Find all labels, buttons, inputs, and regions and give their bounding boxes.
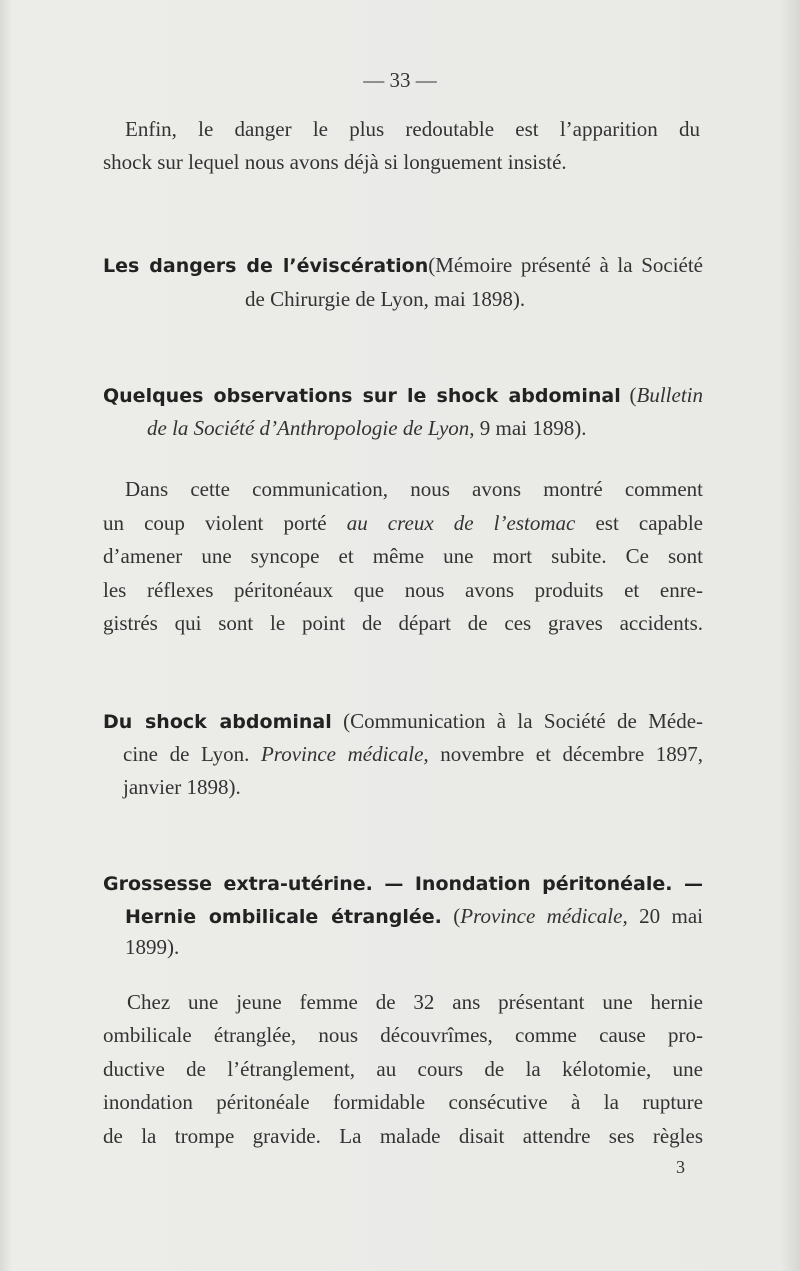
paragraph-line: ombilicale étranglée, nous découvrîmes, comme cause pro- (103, 1023, 703, 1047)
entry-text: 20 mai (627, 904, 703, 928)
paragraph-line: d’amener une syncope et même une mort subite. Ce sont (103, 544, 703, 568)
paragraph-line: Dans cette communication, nous avons montré comment (125, 477, 703, 501)
paragraph-line: shock sur lequel nous avons déjà si longuement insisté. (103, 150, 567, 174)
entry-text: (Mémoire présenté à la Société (428, 253, 704, 277)
entry-line (147, 413, 667, 443)
entry-title: Les dangers de l’éviscération (103, 255, 429, 277)
entry-text: (Communication à la Société de Méde- (331, 709, 704, 733)
entry-title: Grossesse extra-utérine. — Inondation péritonéale. — (103, 873, 703, 895)
journal-name: Bulletin (636, 383, 703, 407)
entry-text: ( (441, 904, 461, 928)
journal-name: Province médicale, (260, 742, 429, 766)
signature-mark: 3 (676, 1157, 685, 1177)
entry-line (123, 739, 703, 769)
entry-text: ( (620, 383, 637, 407)
paragraph-line: les réflexes péritonéaux que nous avons produits et enre- (103, 578, 703, 602)
entry-text: 9 mai 1898). (474, 416, 587, 440)
page-number: — 33 — (363, 68, 437, 92)
entry-line (103, 706, 703, 737)
paragraph-line: de la trompe gravide. La malade disait attendre ses règles (103, 1124, 703, 1148)
paragraph-line (103, 508, 703, 538)
entry-line (103, 380, 703, 411)
entry-line: janvier 1898). (123, 775, 241, 799)
paragraph-line: Chez une jeune femme de 32 ans présentant une hernie (127, 990, 703, 1014)
paragraph-text: un coup violent porté (103, 511, 347, 535)
entry-text: novembre et décembre 1897, (428, 742, 703, 766)
entry-line: de Chirurgie de Lyon, mai 1898). (245, 287, 526, 311)
paragraph-line: gistrés qui sont le point de départ de ces graves accidents. (103, 611, 703, 635)
entry-line (103, 250, 703, 281)
journal-name: de la Société d’Anthropologie de Lyon, (147, 416, 475, 440)
entry-line (103, 868, 703, 899)
entry-title: Du shock abdominal (103, 711, 332, 733)
emphasis: au creux de l’estomac (346, 511, 576, 535)
paragraph-line: inondation péritonéale formidable consécutive à la rupture (103, 1090, 703, 1114)
entry-text: cine de Lyon. (123, 742, 261, 766)
journal-name: Province médicale, (460, 904, 628, 928)
paragraph-text: est capable (575, 511, 703, 535)
entry-line: 1899). (125, 935, 180, 959)
entry-title: Quelques observations sur le shock abdominal (103, 385, 621, 407)
paragraph-line: ductive de l’étranglement, au cours de la kélotomie, une (103, 1057, 703, 1081)
entry-title: Hernie ombilicale étranglée. (125, 906, 442, 928)
entry-line (125, 901, 703, 932)
paragraph-line: Enfin, le danger le plus redoutable est l’apparition du (125, 117, 700, 141)
